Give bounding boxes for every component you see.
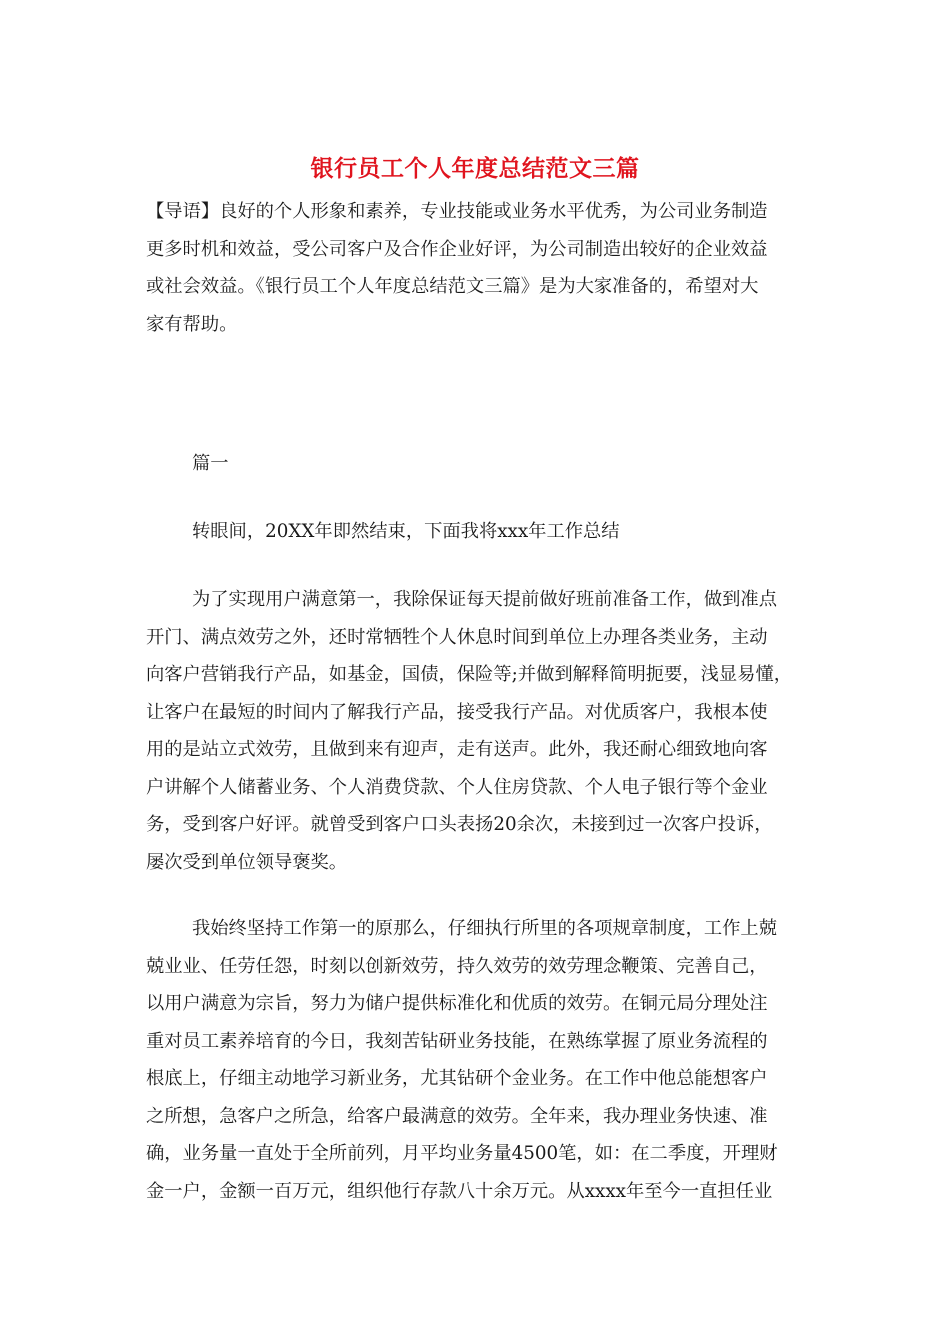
intro-line: 或社会效益。《银行员工个人年度总结范文三篇》是为大家准备的，希望对大 <box>146 276 759 297</box>
paragraph-line: 向客户营销我行产品，如基金，国债，保险等;并做到解释简明扼要，浅显易懂， <box>146 664 793 685</box>
paragraph-line: 为了实现用户满意第一，我除保证每天提前做好班前准备工作，做到准点 <box>192 589 777 610</box>
paragraph-line: 开门、满点效劳之外，还时常牺牲个人休息时间到单位上办理各类业务，主动 <box>146 626 768 648</box>
paragraph-line: 确，业务量一直处于全所前列，月平均业务量4500笔，如：在二季度，开理财 <box>146 1143 778 1164</box>
summary-paragraph <box>146 513 816 551</box>
paragraph-line: 务，受到客户好评。就曾受到客户口头表扬20余次，未接到过一次客户投诉， <box>146 814 773 835</box>
paragraph-line: 重对员工素养培育的今日，我刻苦钻研业务技能，在熟练掌握了原业务流程的 <box>146 1030 768 1052</box>
paragraph-line: 以用户满意为宗旨，努力为储户提供标准化和优质的效劳。在铜元局分理处注 <box>146 993 768 1014</box>
section-heading-block <box>146 445 816 483</box>
body-paragraph-1 <box>146 581 816 881</box>
paragraph-line: 屡次受到单位领导褒奖。 <box>146 851 348 873</box>
intro-line: 【导语】良好的个人形象和素养，专业技能或业务水平优秀，为公司业务制造 <box>146 201 768 222</box>
document-title: 银行员工个人年度总结范文三篇 <box>310 155 640 182</box>
intro-line: 更多时机和效益，受公司客户及合作企业好评，为公司制造出较好的企业效益 <box>146 238 768 260</box>
summary-line: 转眼间，20XX年即然结束，下面我将xxx年工作总结 <box>192 521 620 542</box>
paragraph-line: 金一户，金额一百万元，组织他行存款八十余万元。从xxxx年至今一直担任业 <box>146 1180 773 1202</box>
paragraph-line: 用的是站立式效劳，且做到来有迎声，走有送声。此外，我还耐心细致地向客 <box>146 739 768 760</box>
paragraph-line: 之所想，急客户之所急，给客户最满意的效劳。全年来，我办理业务快速、准 <box>146 1105 768 1127</box>
intro-paragraph <box>146 193 816 343</box>
paragraph-line: 根底上，仔细主动地学习新业务，尤其钻研个金业务。在工作中他总能想客户 <box>146 1068 768 1089</box>
paragraph-line: 我始终坚持工作第一的原那么，仔细执行所里的各项规章制度，工作上兢 <box>192 918 777 939</box>
paragraph-line: 兢业业、任劳任怨，时刻以创新效劳，持久效劳的效劳理念鞭策、完善自己， <box>146 955 768 977</box>
intro-line: 家有帮助。 <box>146 313 238 335</box>
body-paragraph-2 <box>146 910 816 1210</box>
paragraph-line: 户讲解个人储蓄业务、个人消费贷款、个人住房贷款、个人电子银行等个金业 <box>146 776 768 798</box>
paragraph-line: 让客户在最短的时间内了解我行产品，接受我行产品。对优质客户，我根本使 <box>146 701 768 723</box>
section-heading: 篇一 <box>192 453 229 474</box>
